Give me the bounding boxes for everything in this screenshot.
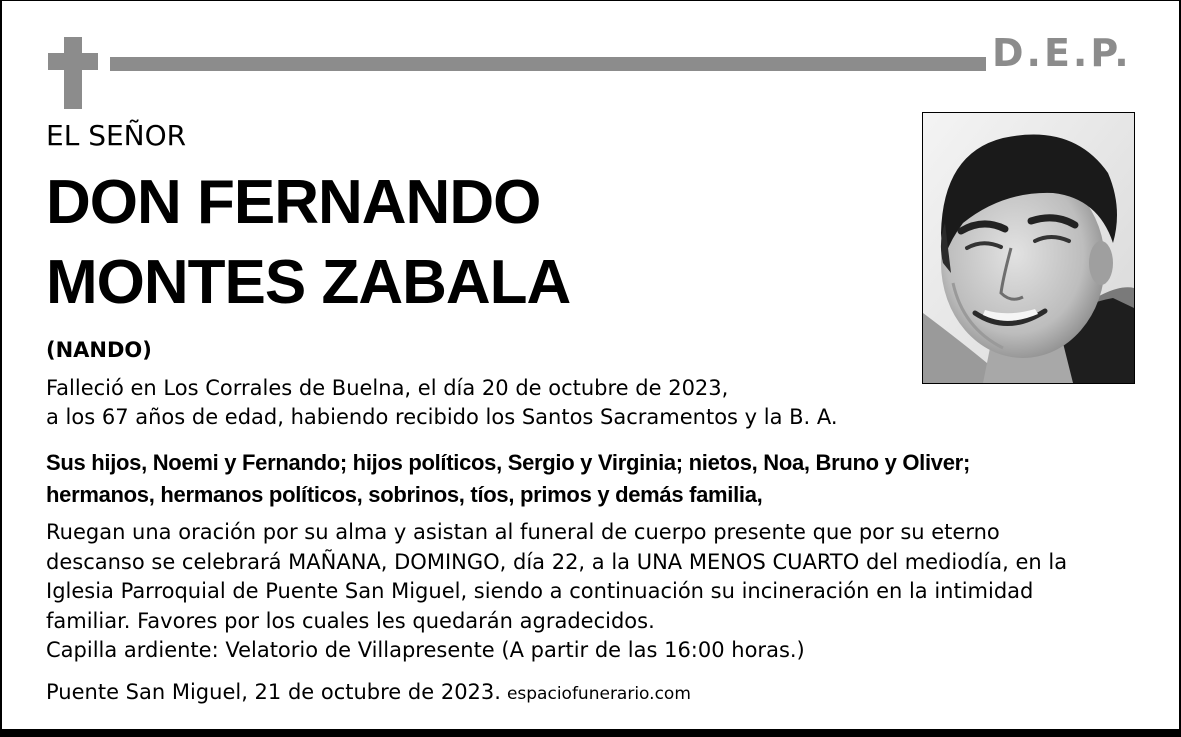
deceased-name-line1: DON FERNANDO [46,168,541,237]
family-list [46,447,970,511]
funeral-line: familiar. Favores por los cuales les quedarán agradecidos. [46,608,655,633]
portrait-photo [922,112,1135,384]
portrait-illustration [923,113,1134,383]
funeral-line: Iglesia Parroquial de Puente San Miguel, siendo a continuación su incineración en la intimidad [46,579,1034,603]
bottom-rule [0,729,1181,737]
place-date: Puente San Miguel, 21 de octubre de 2023. [46,680,501,704]
funeral-line: Ruegan una oración por su alma y asistan al funeral de cuerpo presente que por su eterno [46,520,1000,544]
funeral-line: Capilla ardiente: Velatorio de Villapresente (A partir de las 16:00 horas.) [46,638,805,662]
header-rule [110,57,986,71]
funeral-details [46,518,1156,666]
honorific: EL SEÑOR [46,119,187,152]
footer [46,680,691,704]
family-line: Sus hijos, Noemi y Fernando; hijos políticos, Sergio y Virginia; nietos, Noa, Bruno y Oliver; [46,450,970,475]
deceased-name-line2: MONTES ZABALA [46,248,571,317]
death-line: Falleció en Los Corrales de Buelna, el día 20 de octubre de 2023, [46,376,729,400]
death-line: a los 67 años de edad, habiendo recibido los Santos Sacramentos y la B. A. [46,405,838,429]
nickname: (NANDO) [46,338,152,362]
funeral-line: descanso se celebrará MAÑANA, DOMINGO, día 22, a la UNA MENOS CUARTO del mediodía, en la [46,549,1068,574]
website-link[interactable]: espaciofunerario.com [506,684,691,704]
death-details [46,374,838,432]
dep-label: D.E.P. [992,31,1132,75]
family-line: hermanos, hermanos políticos, sobrinos, tíos, primos y demás familia, [46,482,763,507]
